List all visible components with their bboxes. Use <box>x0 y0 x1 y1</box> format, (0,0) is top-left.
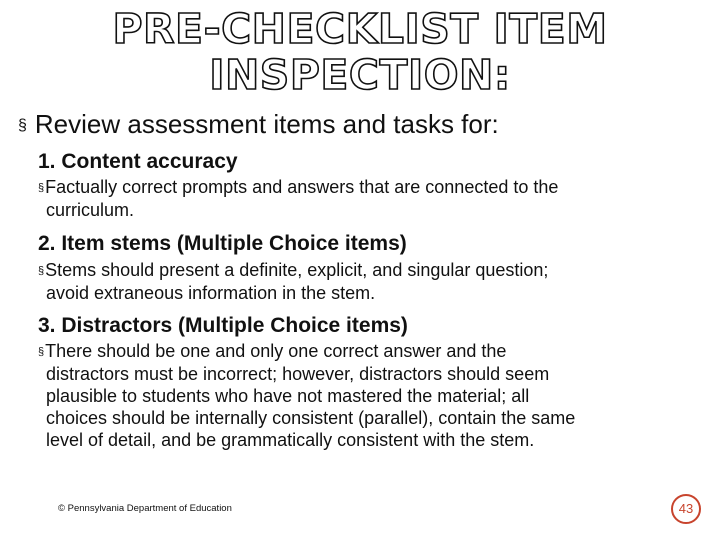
text-line: choices should be internally consistent (parallel), contain the same <box>46 408 576 428</box>
section-heading-content-accuracy: 1. Content accuracy <box>38 150 238 173</box>
bullet-icon: § <box>18 117 27 134</box>
text-line: There should be one and only one correct answer and the <box>45 341 507 361</box>
intro-text: Review assessment items and tasks for: <box>34 109 499 139</box>
text-line: Stems should present a definite, explicit, and singular question; <box>45 260 549 280</box>
bullet-icon: § <box>38 182 45 194</box>
text-line: distractors must be incorrect; however, distractors should seem <box>46 364 550 384</box>
bullet-icon: § <box>38 265 45 277</box>
text-line: plausible to students who have not mastered the material; all <box>46 386 530 406</box>
text-line: curriculum. <box>46 200 135 220</box>
section-text-content-accuracy <box>38 176 703 221</box>
footer-copyright: © Pennsylvania Department of Education <box>58 503 232 514</box>
slide-title-line-1: PRE-CHECKLIST ITEM <box>112 5 608 53</box>
slide-title-line-2: INSPECTION: <box>209 51 511 99</box>
text-line: avoid extraneous information in the stem. <box>46 283 376 303</box>
slide-title <box>0 6 720 98</box>
section-text-item-stems <box>38 259 703 304</box>
page-number-badge: 43 <box>671 494 701 524</box>
section-heading-item-stems: 2. Item stems (Multiple Choice items) <box>38 232 407 255</box>
bullet-icon: § <box>38 346 45 358</box>
section-heading-distractors: 3. Distractors (Multiple Choice items) <box>38 314 408 337</box>
section-text-distractors <box>38 340 703 451</box>
text-line: Factually correct prompts and answers that are connected to the <box>45 177 559 197</box>
intro-bullet-item <box>18 108 499 142</box>
text-line: level of detail, and be grammatically consistent with the stem. <box>46 430 535 450</box>
